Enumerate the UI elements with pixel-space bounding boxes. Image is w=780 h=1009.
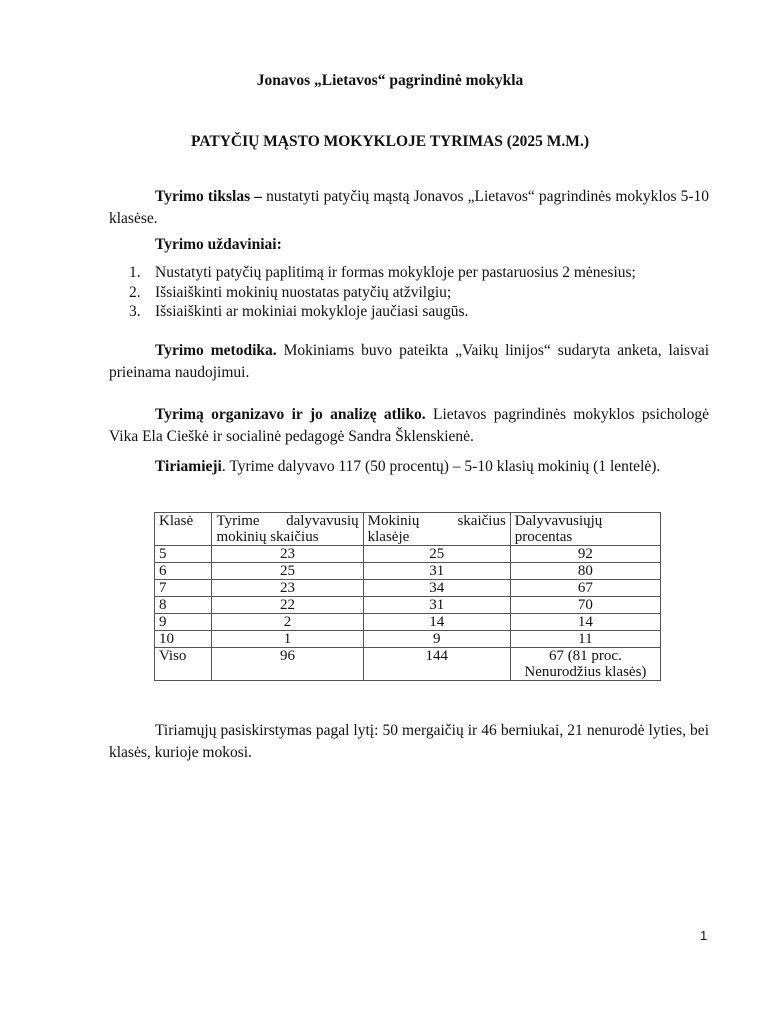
organizers-label: Tyrimą organizavo ir jo analizę atliko. [155,406,426,423]
task-item: 3. Išsiaiškinti ar mokiniai mokykloje jaučiasi saugūs. [129,303,469,320]
table-row: 5 23 25 92 [155,546,661,563]
document-title: PATYČIŲ MĄSTO MOKYKLOJE TYRIMAS (2025 M.M.) [191,133,589,150]
methodology-paragraph [109,340,709,384]
participation-table [154,512,661,681]
table-row: 7 23 34 67 [155,580,661,597]
research-goal-paragraph [109,186,709,230]
research-goal-text: nustatyti patyčių mąstą Jonavos „Lietavos“ pagrindinės mokyklos 5-10 klasėse. [109,188,709,227]
participants-text: . Tyrime dalyvavo 117 (50 procentų) – 5-10 klasių mokinių (1 lentelė). [221,458,661,475]
research-goal-label: Tyrimo tikslas – [155,188,262,205]
header-cell: Mokinių skaičius klasėje [363,513,510,546]
header-cell: Dalyvavusiųjų procentas [510,513,660,546]
header-cell: Klasė [155,513,212,546]
organizers-text: Lietavos pagrindinės mokyklos psichologė Vika Ela Cieškė ir socialinė pedagogė Sandra Šklenskienė. [109,406,709,445]
organizers-paragraph [109,404,709,448]
methodology-text: Mokiniams buvo pateikta „Vaikų linijos“ sudaryta anketa, laisvai prieinama naudojimui. [109,342,710,381]
gender-distribution-paragraph: Tiriamųjų pasiskirstymas pagal lytį: 50 mergaičių ir 46 berniukai, 21 nenurodė lyties, bei klasės, kurioje mokosi. [109,722,709,761]
task-item: 2. Išsiaiškinti mokinių nuostatas patyčių atžvilgiu; [129,283,452,301]
methodology-label: Tyrimo metodika. [155,342,277,359]
table-total-row: Viso 96 144 67 (81 proc. Nenurodžius klasės) [155,648,661,681]
header-cell: Tyrime dalyvavusių mokinių skaičius [212,513,363,546]
participants-label: Tiriamieji [155,458,222,475]
tasks-list [109,263,709,322]
tasks-heading: Tyrimo uždaviniai: [155,236,282,253]
table-row: 9 2 14 14 [155,614,661,631]
school-name: Jonavos „Lietavos“ pagrindinė mokykla [256,72,524,89]
table-row: 8 22 31 70 [155,597,661,614]
page-number: 1 [700,928,708,943]
task-item: 1. Nustatyti patyčių paplitimą ir formas mokykloje per pastaruosius 2 mėnesius; [129,264,636,281]
participants-paragraph [109,456,709,478]
table-row: 6 25 31 80 [155,563,661,580]
table-row: 10 1 9 11 [155,631,661,648]
table-header-row [155,513,661,546]
